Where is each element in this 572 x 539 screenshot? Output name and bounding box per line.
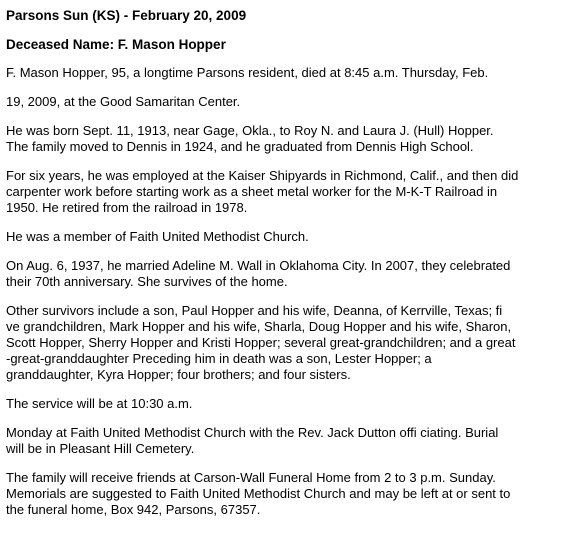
paragraph-employment: For six years, he was employed at the Kaiser Shipyards in Richmond, Calif., and then did carpenter work before starting work as a sheet metal worker for the M-K-T Railroad in 1950. He retired from the railroad in 1978. [6,168,519,215]
paragraph-service-details: Monday at Faith United Methodist Church with the Rev. Jack Dutton offi ciating. Burial will be in Pleasant Hill Cemetery. [6,425,499,456]
paragraph-birth: He was born Sept. 11, 1913, near Gage, Okla., to Roy N. and Laura J. (Hull) Hopper. The family moved to Dennis in 1924, and he graduated from Dennis High School. [6,123,494,154]
paragraph-service-time: The service will be at 10:30 a.m. [6,396,193,411]
paragraph-visitation: The family will receive friends at Carson-Wall Funeral Home from 2 to 3 p.m. Sunday. Memorials are suggested to Faith United Methodist Church and may be left at or sent to the funeral home, Box 942, Parsons, 67357. [6,470,511,517]
obituary-document [6,8,558,518]
deceased-name-heading: Deceased Name: F. Mason Hopper [6,37,226,52]
source-heading: Parsons Sun (KS) - February 20, 2009 [6,8,247,23]
paragraph-marriage: On Aug. 6, 1937, he married Adeline M. Wall in Oklahoma City. In 2007, they celebrated their 70th anniversary. She survives of the home. [6,258,511,289]
paragraph-church: He was a member of Faith United Methodist Church. [6,229,309,244]
paragraph-survivors: Other survivors include a son, Paul Hopper and his wife, Deanna, of Kerrville, Texas; fi ve grandchildren, Mark Hopper and his wife, Sharla, Doug Hopper and his wife, Sharon, Scott Hopper, Sherry Hopper and Kristi Hopper; several great-grandchildren; and a great -great-granddaughter Preceding him in death was a son, Lester Hopper; a granddaughter, Kyra Hopper; four brothers; and four sisters. [6,303,516,382]
paragraph-death-place: 19, 2009, at the Good Samaritan Center. [6,94,241,109]
paragraph-death-notice: F. Mason Hopper, 95, a longtime Parsons resident, died at 8:45 a.m. Thursday, Feb. [6,65,489,80]
